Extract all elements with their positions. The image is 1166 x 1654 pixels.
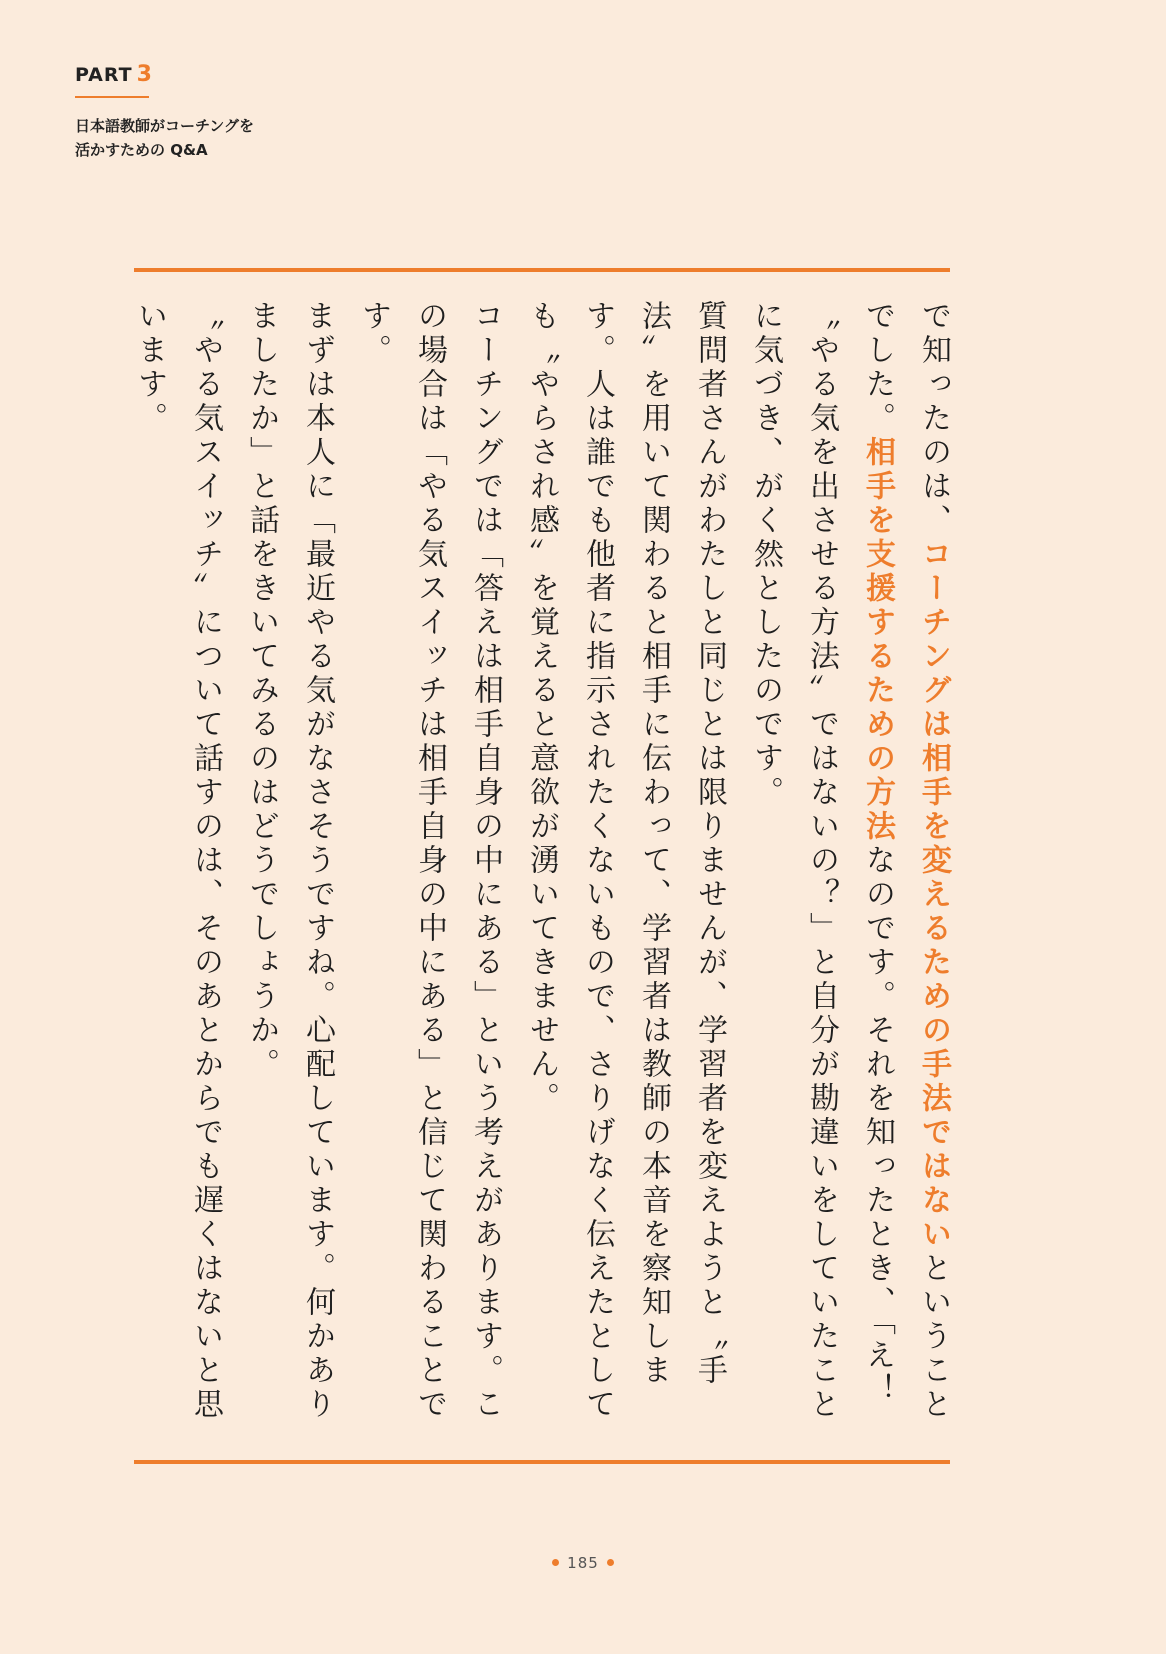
p1-text-c: なのです。それを知ったとき、「え！〝やる気を出させる方法〟ではないの？」と自分が勘違いをしていたことに気づき、がく然としたのです。 (748, 300, 895, 1422)
part-title (75, 114, 254, 162)
paragraph-4: まずは本人に「最近やる気がなさそうですね。心配しています。何かありましたか」と話をきいてみるのはどうでしょうか。 (244, 300, 335, 1422)
bottom-divider (134, 1460, 950, 1464)
page-footer (0, 1554, 1166, 1572)
part-label-text: PART (75, 64, 133, 86)
p1-text-b: ということでした。 (860, 300, 951, 1422)
vertical-body-text (121, 300, 961, 1435)
paragraph-3: コーチングでは「答えは相手自身の中にある」という考えがあります。この場合は「やる気スイッチは相手自身の中にある」と信じて関わることです。 (356, 300, 503, 1422)
part-underline (75, 96, 149, 98)
top-divider (134, 268, 950, 272)
paragraph-5: 〝やる気スイッチ〟について話すのは、そのあとからでも遅くはないと思います。 (132, 300, 223, 1422)
paragraph-1 (737, 300, 961, 1435)
bullet-dot-icon (552, 1559, 559, 1566)
bullet-dot-icon (607, 1559, 614, 1566)
page-number: 185 (567, 1554, 599, 1572)
part-title-line-1: 日本語教師がコーチングを (75, 117, 254, 135)
p1-highlight-2: 相手を支援するための方法 (860, 436, 895, 844)
paragraph-2: 質問者さんがわたしと同じとは限りませんが、学習者を変えようと〝手法〟を用いて関わると相手に伝わって、学習者は教師の本音を察知します。人は誰でも他者に指示されたくないもので、さりげなく伝えたとしても〝やらされ感〟を覚えると意欲が湧いてきません。 (524, 300, 727, 1422)
part-number: 3 (136, 62, 153, 87)
page-header (75, 62, 254, 162)
part-label (75, 62, 254, 88)
p1-text-a: で知ったのは、 (916, 300, 951, 538)
part-title-line-2: 活かすための Q&A (75, 141, 208, 159)
p1-highlight-1: コーチングは相手を変えるための手法ではない (916, 538, 951, 1252)
